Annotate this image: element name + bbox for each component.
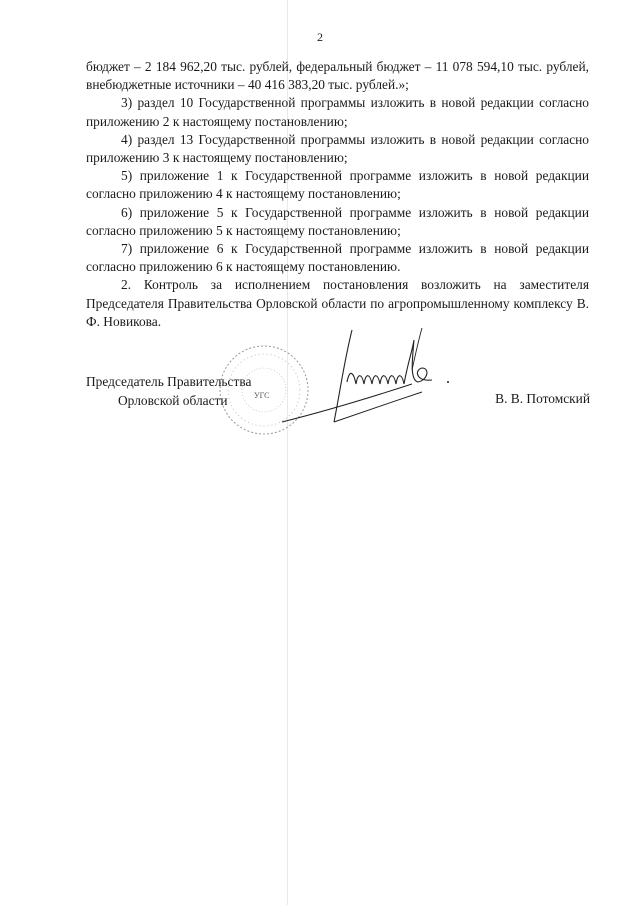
page-number: 2 — [317, 30, 323, 44]
signer-title-line2: Орловской области — [118, 393, 228, 408]
paragraph-budget-continuation: бюджет – 2 184 962,20 тыс. рублей, федеральный бюджет – 11 078 594,10 тыс. рублей, внебюджетные источники – 40 416 383,20 тыс. рублей.»; — [86, 59, 589, 93]
document-body — [86, 58, 589, 331]
paragraph-item-4: 4) раздел 13 Государственной программы изложить в новой редакции согласно приложению 3 к настоящему постановлению; — [86, 131, 589, 166]
paragraph-item-3: 3) раздел 10 Государственной программы изложить в новой редакции согласно приложению 2 к настоящему постановлению; — [86, 95, 589, 129]
signer-name: В. В. Потомский — [495, 391, 590, 406]
paragraph-item-6: 6) приложение 5 к Государственной программе изложить в новой редакции согласно приложению 5 к настоящему постановлению; — [86, 204, 589, 238]
paragraph-control-clause: 2. Контроль за исполнением постановления возложить на заместителя Председателя Правительства Орловской области по агропромышленному комплексу В. Ф. Новикова. — [86, 277, 589, 329]
signer-title-line1: Председатель Правительства — [86, 374, 252, 389]
paragraph-item-5: 5) приложение 1 к Государственной программе изложить в новой редакции согласно приложению 4 к настоящему постановлению; — [86, 168, 589, 202]
handwritten-signature — [262, 322, 462, 432]
seal-text: УГС — [254, 391, 270, 400]
signer-title — [86, 372, 251, 410]
paragraph-item-7: 7) приложение 6 к Государственной программе изложить в новой редакции согласно приложению 6 к настоящему постановлению. — [86, 241, 589, 275]
